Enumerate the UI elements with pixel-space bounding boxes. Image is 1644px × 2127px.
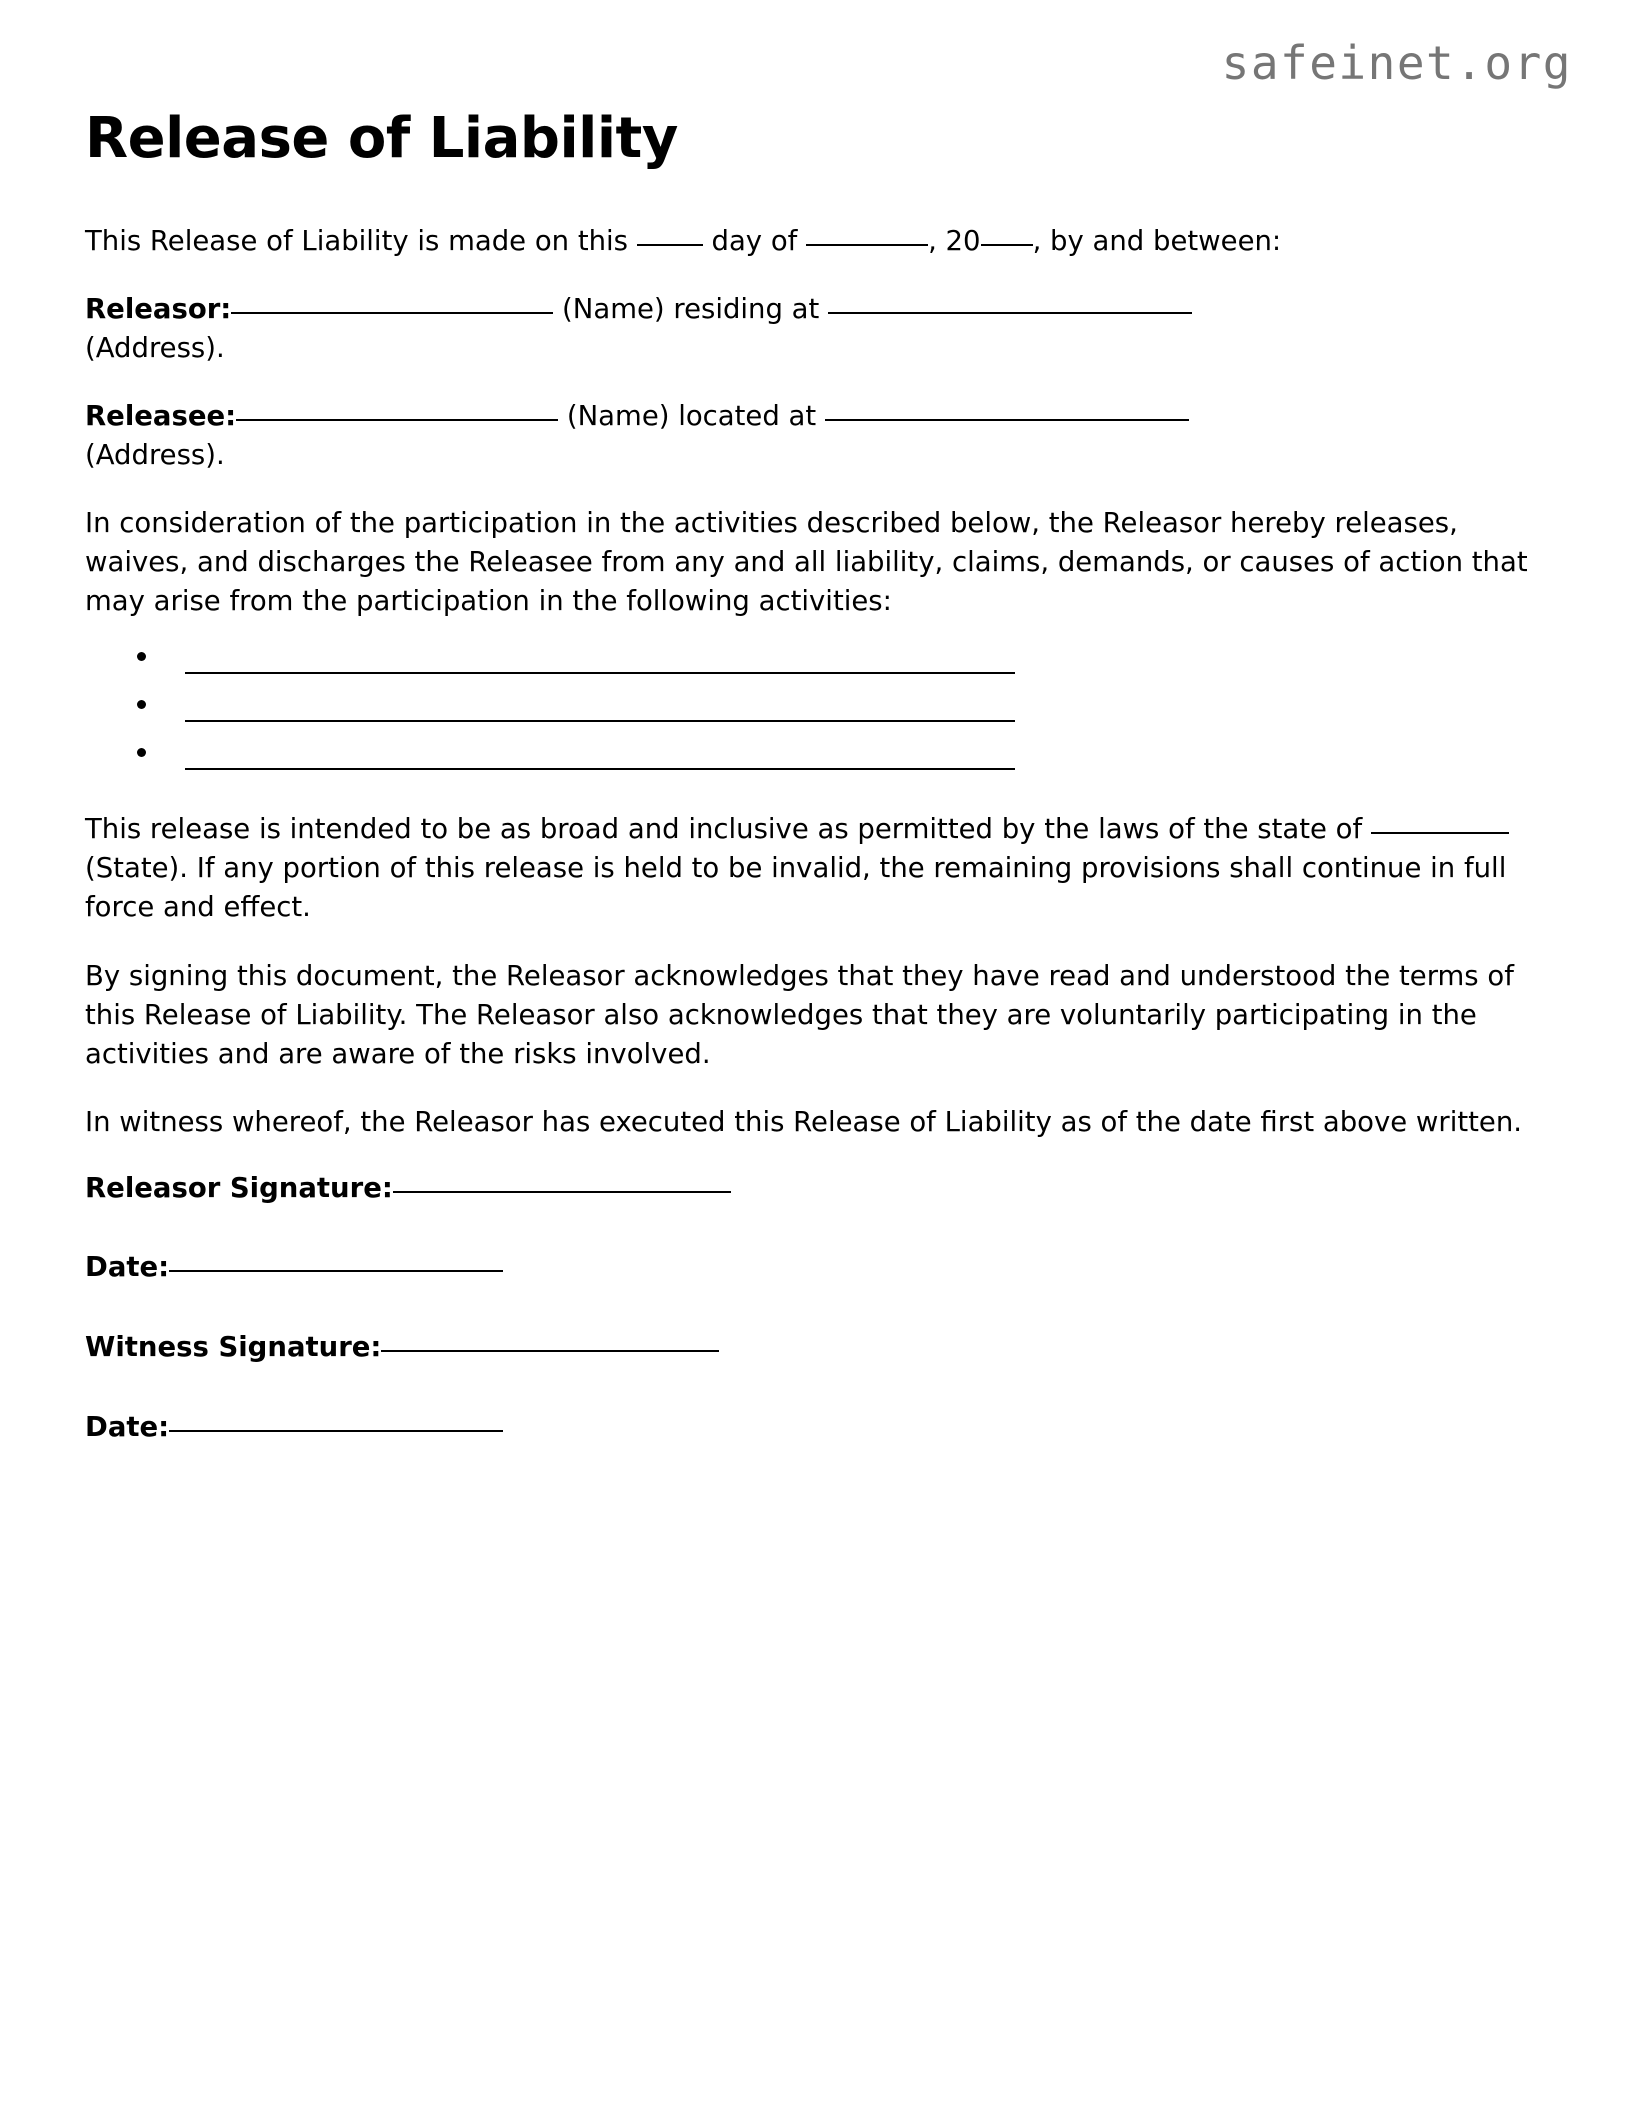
witness-paragraph: In witness whereof, the Releasor has executed this Release of Liability as of the date first above written.: [85, 1105, 1523, 1138]
releasor-date-blank[interactable]: [169, 1270, 503, 1272]
witness-date-blank[interactable]: [169, 1430, 503, 1432]
bullet-icon: [137, 700, 146, 709]
releasor-signature-row: [85, 1171, 1535, 1207]
releasor-label: Releasor:: [85, 293, 232, 326]
witness-date-label: Date:: [85, 1410, 170, 1443]
activity-blank-3[interactable]: [185, 746, 1015, 770]
state-clause-part2: (State). If any portion of this release is held to be invalid, the remaining provisions shall continue in full force and effect.: [85, 852, 1507, 924]
releasor-address-note: (Address).: [85, 332, 225, 365]
releasor-paragraph: [85, 290, 1535, 368]
signature-block: [85, 1171, 1535, 1446]
consideration-paragraph: In consideration of the participation in the activities described below, the Releasor hereby releases, waives, and discharges the Releasee from any and all liability, claims, demands, or causes of action that may arise from the participation in the following activities:: [85, 507, 1528, 618]
list-item: [137, 698, 1535, 732]
intro-text-part4: , by and between:: [1032, 225, 1282, 257]
site-watermark: safeinet.org: [1221, 36, 1572, 90]
releasor-residing-text: (Name) residing at: [553, 293, 829, 326]
document-body: [85, 222, 1535, 1446]
releasee-name-blank[interactable]: [236, 419, 558, 421]
year-blank[interactable]: [981, 244, 1033, 246]
bullet-icon: [137, 652, 146, 661]
activity-blank-1[interactable]: [185, 650, 1015, 674]
releasor-name-blank[interactable]: [231, 312, 553, 314]
intro-paragraph: [85, 222, 1535, 261]
activities-list: [85, 650, 1535, 780]
state-clause-paragraph: [85, 810, 1535, 927]
month-blank[interactable]: [806, 244, 928, 246]
day-blank[interactable]: [637, 244, 703, 246]
list-item: [137, 746, 1535, 780]
witness-signature-blank[interactable]: [381, 1350, 719, 1352]
intro-text-part3: , 20: [928, 225, 981, 257]
witness-signature-row: [85, 1330, 1535, 1366]
activity-blank-2[interactable]: [185, 698, 1015, 722]
acknowledgement-paragraph: By signing this document, the Releasor acknowledges that they have read and understood the terms of this Release of Liability. The Releasor also acknowledges that they are voluntarily participating in the activities and are aware of the risks involved.: [85, 959, 1514, 1070]
releasor-address-blank[interactable]: [828, 312, 1192, 314]
list-item: [137, 650, 1535, 684]
releasor-signature-label: Releasor Signature:: [85, 1171, 393, 1204]
releasee-located-text: (Name) located at: [558, 400, 825, 433]
releasor-signature-blank[interactable]: [393, 1191, 731, 1193]
witness-signature-label: Witness Signature:: [85, 1331, 382, 1364]
intro-text-part2: day of: [702, 225, 807, 257]
releasor-date-row: [85, 1250, 1535, 1286]
releasee-paragraph: [85, 397, 1535, 475]
bullet-icon: [137, 748, 146, 757]
state-blank[interactable]: [1371, 832, 1509, 834]
witness-date-row: [85, 1410, 1535, 1446]
intro-text-part1: This Release of Liability is made on this: [85, 225, 637, 257]
state-clause-part1: This release is intended to be as broad and inclusive as permitted by the laws of the state of: [85, 813, 1371, 846]
releasor-date-label: Date:: [85, 1251, 170, 1284]
releasee-address-note: (Address).: [85, 439, 225, 472]
releasee-address-blank[interactable]: [825, 419, 1189, 421]
releasee-label: Releasee:: [85, 400, 237, 433]
page-title: Release of Liability: [85, 106, 678, 171]
